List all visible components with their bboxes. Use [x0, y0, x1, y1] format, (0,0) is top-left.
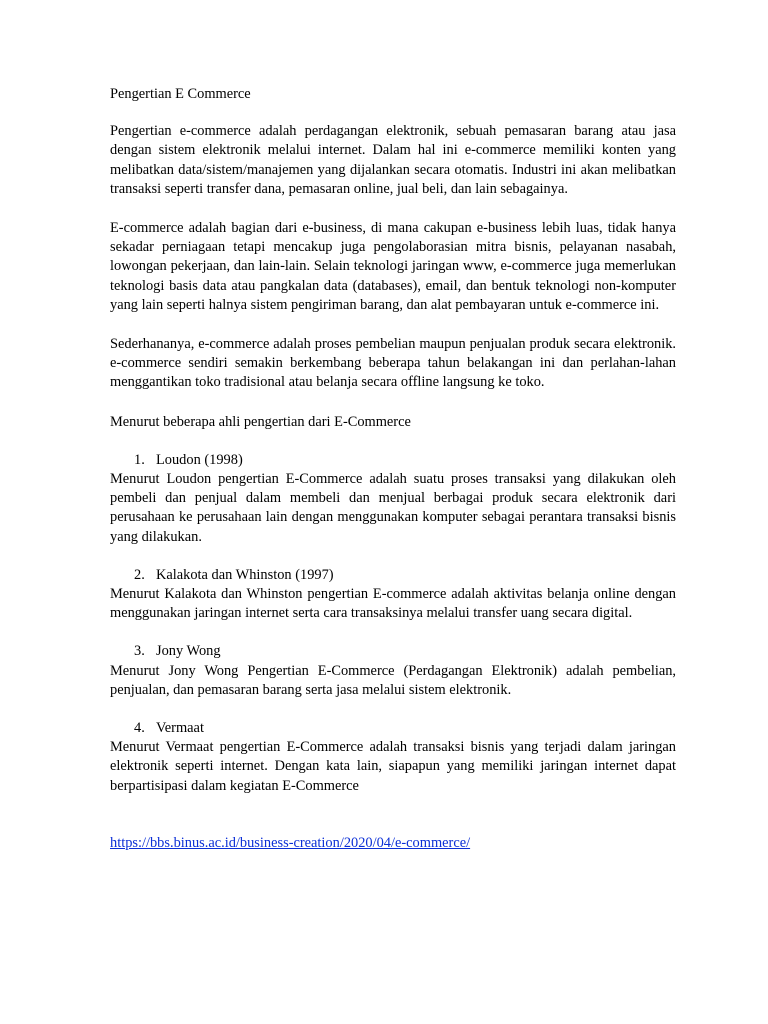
expert-item — [110, 642, 676, 700]
paragraph-definition: Pengertian e-commerce adalah perdagangan elektronik, sebuah pemasaran barang atau jasa dengan sistem elektronik melalui internet. Dalam hal ini e-commerce memiliki konten yang melibatkan data/sistem/manajemen yang dijalankan secara otomatis. Industri ini akan melibatkan transaksi seperti transfer dana, pemasaran online, jual beli, dan lain sebagainya. — [110, 123, 676, 197]
source-link[interactable]: https://bbs.binus.ac.id/business-creation/2020/04/e-commerce/ — [110, 834, 471, 851]
list-number: 1. — [134, 451, 145, 468]
list-number: 2. — [134, 566, 145, 583]
document-title: Pengertian E Commerce — [110, 86, 251, 102]
paragraph-summary: Sederhananya, e-commerce adalah proses pembelian maupun penjualan produk secara elektronik. e-commerce sendiri semakin berkembang beberapa tahun belakangan ini dan perlahan-lahan menggantikan toko tradisional atau belanja secara offline langsung ke toko. — [110, 336, 676, 391]
list-number: 3. — [134, 643, 145, 660]
expert-definition: Menurut Vermaat pengertian E-Commerce adalah transaksi bisnis yang terjadi dalam jaringan elektronik seperti internet. Dengan kata lain, siapapun yang memiliki jaringan internet dapat berpartisipasi dalam kegiatan E-Commerce — [110, 739, 676, 794]
expert-definition: Menurut Loudon pengertian E-Commerce adalah suatu proses transaksi yang dilakukan oleh pembeli dan penjual dalam membeli dan menjual berbagai produk secara elektronik dari perusahaan ke perusahaan lain dengan menggunakan komputer sebagai perantara transaksi bisnis yang dilakukan. — [110, 471, 676, 545]
expert-name: Jony Wong — [156, 643, 221, 660]
paragraph-ebusiness: E-commerce adalah bagian dari e-business, di mana cakupan e-business lebih luas, tidak hanya sekadar perniagaan tetapi mencakup juga pengolaborasian mitra bisnis, pelayanan nasabah, lowongan pekerjaan, dan lain-lain. Selain teknologi jaringan www, e-commerce juga memerlukan teknologi basis data atau pangkalan data (databases), email, dan bentuk teknologi non-komputer yang lain seperti halnya sistem pengiriman barang, dan alat pembayaran untuk e-commerce ini. — [110, 220, 676, 313]
expert-heading — [110, 566, 676, 585]
expert-definition: Menurut Jony Wong Pengertian E-Commerce (Perdagangan Elektronik) adalah pembelian, penjualan, dan pemasaran barang serta jasa melalui sistem elektronik. — [110, 662, 676, 698]
expert-definition: Menurut Kalakota dan Whinston pengertian E-commerce adalah aktivitas belanja online dengan menggunakan jaringan internet serta cara transaksinya melalui transfer uang secara digital. — [110, 586, 676, 622]
expert-heading — [110, 719, 676, 738]
expert-name: Vermaat — [156, 720, 204, 737]
expert-item — [110, 451, 676, 547]
expert-heading — [110, 642, 676, 661]
expert-heading — [110, 451, 676, 470]
experts-intro: Menurut beberapa ahli pengertian dari E-Commerce — [110, 413, 411, 430]
expert-name: Loudon (1998) — [156, 451, 243, 468]
expert-item — [110, 566, 676, 624]
expert-name: Kalakota dan Whinston (1997) — [156, 566, 334, 583]
document-page — [110, 85, 676, 853]
list-number: 4. — [134, 720, 145, 737]
expert-item — [110, 719, 676, 796]
